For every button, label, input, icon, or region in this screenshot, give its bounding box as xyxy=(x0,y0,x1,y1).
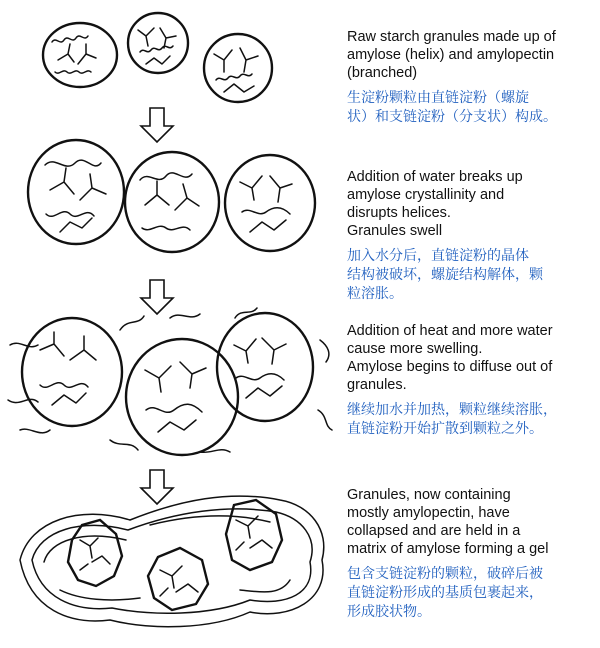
swollen-granule xyxy=(22,318,122,426)
swelling-granule xyxy=(225,155,315,251)
step-4-chinese-text: 包含支链淀粉的颗粒，破碎后被 直链淀粉形成的基质包裹起来， 形成胶状物。 xyxy=(347,565,543,619)
diffusing-amylose-strand xyxy=(8,343,50,433)
step-1-english-text: Raw starch granules made up of amylose (helix) and amylopectin (branched) xyxy=(347,29,556,81)
stage-3-amylose-diffusing xyxy=(8,308,332,455)
step-2-chinese-text: 加入水分后，直链淀粉的晶体 结构被破坏，螺旋结构解体，颗 粒溶胀。 xyxy=(347,247,543,301)
step-1-description xyxy=(347,28,599,126)
step-4-description xyxy=(347,486,599,621)
process-arrow-2 xyxy=(141,280,173,314)
step-3-description xyxy=(347,322,599,438)
raw-granule xyxy=(43,23,117,87)
step-3-chinese-text: 继续加水并加热，颗粒继续溶胀， 直链淀粉开始扩散到颗粒之外。 xyxy=(347,401,557,436)
collapsed-granule xyxy=(68,520,122,586)
amylose-matrix-outline xyxy=(32,509,312,613)
swelling-granule xyxy=(125,152,219,252)
step-1-chinese-text: 生淀粉颗粒由直链淀粉（螺旋 状）和支链淀粉（分支状）构成。 xyxy=(347,89,557,124)
step-3-english-text: Addition of heat and more water cause more swelling. Amylose begins to diffuse out of granules. xyxy=(347,323,553,393)
step-2-english-text: Addition of water breaks up amylose crystallinity and disrupts helices. Granules swell xyxy=(347,169,523,239)
raw-granule xyxy=(204,34,272,102)
diffusing-amylose-strand xyxy=(120,308,257,330)
raw-granule xyxy=(128,13,188,73)
stage-4-gel-matrix xyxy=(20,496,324,627)
stage-2-swelling-granules xyxy=(28,140,315,252)
step-4-english-text: Granules, now containing mostly amylopectin, have collapsed and are held in a matrix of amylose forming a gel xyxy=(347,487,549,557)
process-arrow-3 xyxy=(141,470,173,504)
collapsed-granule xyxy=(226,500,282,570)
amylose-matrix-outline xyxy=(20,496,324,627)
process-arrow-1 xyxy=(141,108,173,142)
stage-1-raw-granules xyxy=(43,13,272,102)
collapsed-granule xyxy=(148,548,208,610)
step-2-description xyxy=(347,168,599,303)
swelling-granule xyxy=(28,140,124,244)
swollen-granule xyxy=(126,339,238,455)
